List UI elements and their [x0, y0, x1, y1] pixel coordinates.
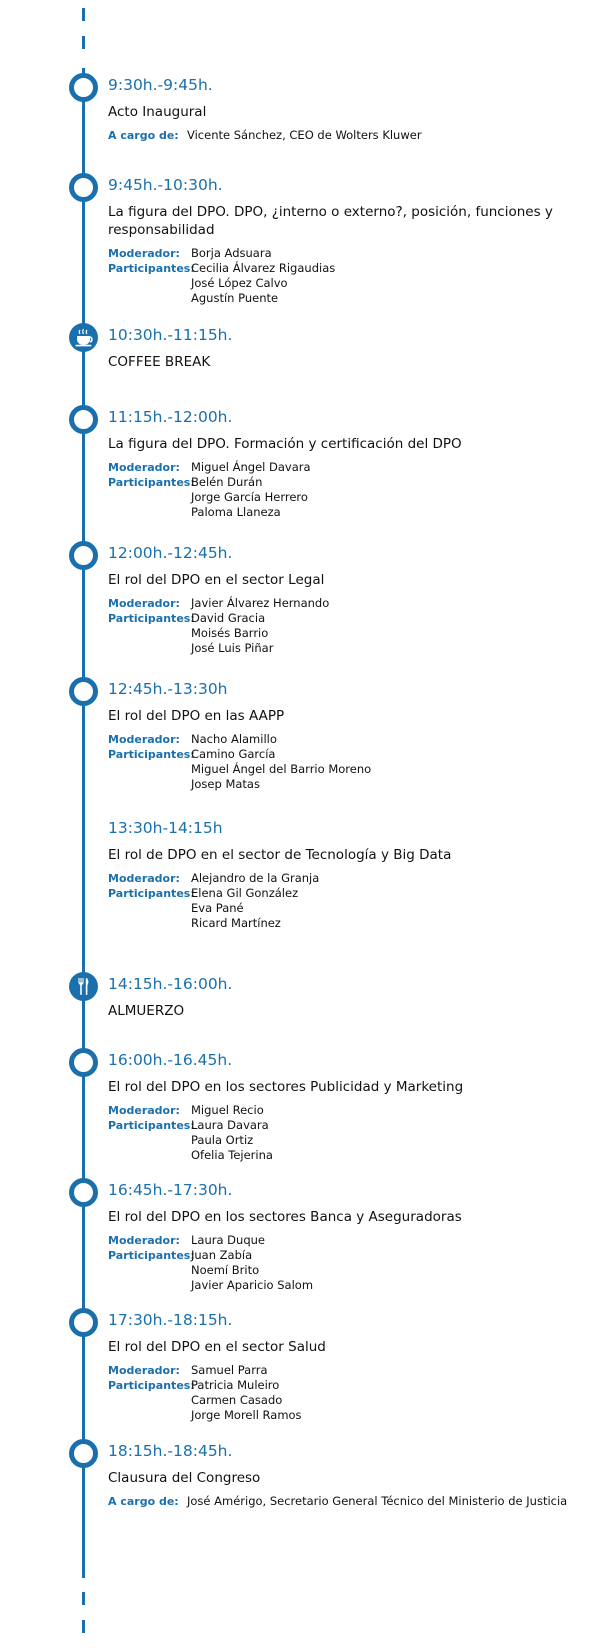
- timeline-node: [69, 1178, 98, 1207]
- participant-name: Carmen Casado: [191, 1393, 283, 1407]
- participants-label: Participantes:: [108, 887, 195, 900]
- session-time: 13:30h-14:15h: [108, 819, 223, 837]
- cargo-label: A cargo de:: [108, 1495, 179, 1508]
- timeline-node: [69, 1048, 98, 1077]
- session-title: El rol del DPO en las AAPP: [108, 708, 285, 724]
- participant-name: Camino García: [191, 747, 276, 761]
- session-time: 9:45h.-10:30h.: [108, 176, 223, 194]
- participant-name: Josep Matas: [191, 777, 260, 791]
- schedule-item: [108, 1310, 588, 1423]
- timeline-node: [69, 173, 98, 202]
- timeline-node: [69, 541, 98, 570]
- timeline-dash: [82, 1592, 85, 1605]
- participant-name: Ricard Martínez: [191, 916, 281, 930]
- session-title: El rol del DPO en los sectores Publicidad y Marketing: [108, 1079, 464, 1095]
- participant-name: Belén Durán: [191, 475, 263, 489]
- moderator-name: Javier Álvarez Hernando: [191, 596, 330, 610]
- schedule-item: [108, 543, 588, 656]
- session-time: 11:15h.-12:00h.: [108, 408, 233, 426]
- moderator-label: Moderador:: [108, 1364, 180, 1377]
- moderator-label: Moderador:: [108, 247, 180, 260]
- participants-label: Participantes:: [108, 1119, 195, 1132]
- schedule-item: [108, 75, 588, 143]
- cargo-label: A cargo de:: [108, 129, 179, 142]
- participant-name: Elena Gil González: [191, 886, 299, 900]
- moderator-label: Moderador:: [108, 461, 180, 474]
- timeline-line: [82, 68, 85, 1578]
- timeline-dash: [82, 8, 85, 21]
- moderator-name: Alejandro de la Granja: [191, 871, 320, 885]
- participants-label: Participantes:: [108, 262, 195, 275]
- moderator-label: Moderador:: [108, 1104, 180, 1117]
- session-time: 14:15h.-16:00h.: [108, 975, 233, 993]
- timeline-dash: [82, 1620, 85, 1633]
- moderator-label: Moderador:: [108, 733, 180, 746]
- session-title: Acto Inaugural: [108, 104, 207, 120]
- session-title: La figura del DPO. Formación y certificación del DPO: [108, 436, 462, 452]
- session-time: 16:00h.-16.45h.: [108, 1051, 233, 1069]
- timeline-node: [69, 73, 98, 102]
- participant-name: Eva Pané: [191, 901, 244, 915]
- session-title: El rol del DPO en el sector Legal: [108, 572, 325, 588]
- schedule-item: [108, 175, 588, 306]
- session-time: 10:30h.-11:15h.: [108, 326, 233, 344]
- timeline-dash: [82, 36, 85, 49]
- session-title: ALMUERZO: [108, 1003, 185, 1019]
- session-time: 12:00h.-12:45h.: [108, 544, 233, 562]
- participant-name: Noemí Brito: [191, 1263, 260, 1277]
- participants-label: Participantes:: [108, 1249, 195, 1262]
- participant-name: Paula Ortiz: [191, 1133, 254, 1147]
- participant-name: Javier Aparicio Salom: [191, 1278, 314, 1292]
- moderator-name: Miguel Recio: [191, 1103, 264, 1117]
- participants-label: Participantes:: [108, 612, 195, 625]
- moderator-label: Moderador:: [108, 597, 180, 610]
- participants-label: Participantes:: [108, 476, 195, 489]
- participant-name: Patricia Muleiro: [191, 1378, 280, 1392]
- moderator-name: Laura Duque: [191, 1233, 265, 1247]
- participant-name: Paloma Llaneza: [191, 505, 281, 519]
- schedule-item: [108, 407, 588, 520]
- timeline-node: [69, 1439, 98, 1468]
- session-time: 18:15h.-18:45h.: [108, 1442, 233, 1460]
- session-time: 9:30h.-9:45h.: [108, 76, 213, 94]
- participant-name: Jorge Morell Ramos: [191, 1408, 302, 1422]
- participants-label: Participantes:: [108, 1379, 195, 1392]
- session-title: El rol de DPO en el sector de Tecnología y Big Data: [108, 847, 452, 863]
- schedule-item: [108, 679, 588, 792]
- moderator-name: Borja Adsuara: [191, 246, 272, 260]
- session-time: 17:30h.-18:15h.: [108, 1311, 233, 1329]
- schedule-item: [108, 1050, 588, 1163]
- moderator-label: Moderador:: [108, 1234, 180, 1247]
- schedule-item: [108, 1180, 588, 1293]
- fork-knife-icon: [69, 972, 98, 1001]
- timeline-node: [69, 405, 98, 434]
- session-time: 16:45h.-17:30h.: [108, 1181, 233, 1199]
- participant-name: José Luis Piñar: [191, 641, 274, 655]
- participant-name: Laura Davara: [191, 1118, 269, 1132]
- moderator-name: Nacho Alamillo: [191, 732, 277, 746]
- schedule-item: [108, 1441, 588, 1509]
- participants-label: Participantes:: [108, 748, 195, 761]
- coffee-cup-icon: [69, 323, 98, 352]
- session-time: 12:45h.-13:30h: [108, 680, 228, 698]
- session-title: El rol del DPO en el sector Salud: [108, 1339, 326, 1355]
- moderator-name: Miguel Ángel Davara: [191, 460, 311, 474]
- schedule-item: [108, 818, 588, 931]
- session-title: COFFEE BREAK: [108, 354, 211, 370]
- session-title: La figura del DPO. DPO, ¿interno o externo?, posición, funciones y responsabilidad: [108, 204, 553, 238]
- cargo-name: José Amérigo, Secretario General Técnico del Ministerio de Justicia: [187, 1494, 568, 1508]
- participant-name: Jorge García Herrero: [191, 490, 308, 504]
- participant-name: Ofelia Tejerina: [191, 1148, 273, 1162]
- session-title: El rol del DPO en los sectores Banca y Aseguradoras: [108, 1209, 462, 1225]
- timeline-node: [69, 1308, 98, 1337]
- moderator-name: Samuel Parra: [191, 1363, 268, 1377]
- participant-name: José López Calvo: [191, 276, 288, 290]
- participant-name: David Gracia: [191, 611, 266, 625]
- session-title: Clausura del Congreso: [108, 1470, 261, 1486]
- moderator-label: Moderador:: [108, 872, 180, 885]
- timeline-node: [69, 677, 98, 706]
- participant-name: Cecilia Álvarez Rigaudias: [191, 261, 336, 275]
- participant-name: Moisés Barrio: [191, 626, 269, 640]
- participant-name: Miguel Ángel del Barrio Moreno: [191, 762, 372, 776]
- participant-name: Agustín Puente: [191, 291, 279, 305]
- schedule-item: [108, 974, 588, 1020]
- cargo-name: Vicente Sánchez, CEO de Wolters Kluwer: [187, 128, 422, 142]
- schedule-item: [108, 325, 588, 371]
- participant-name: Juan Zabía: [191, 1248, 253, 1262]
